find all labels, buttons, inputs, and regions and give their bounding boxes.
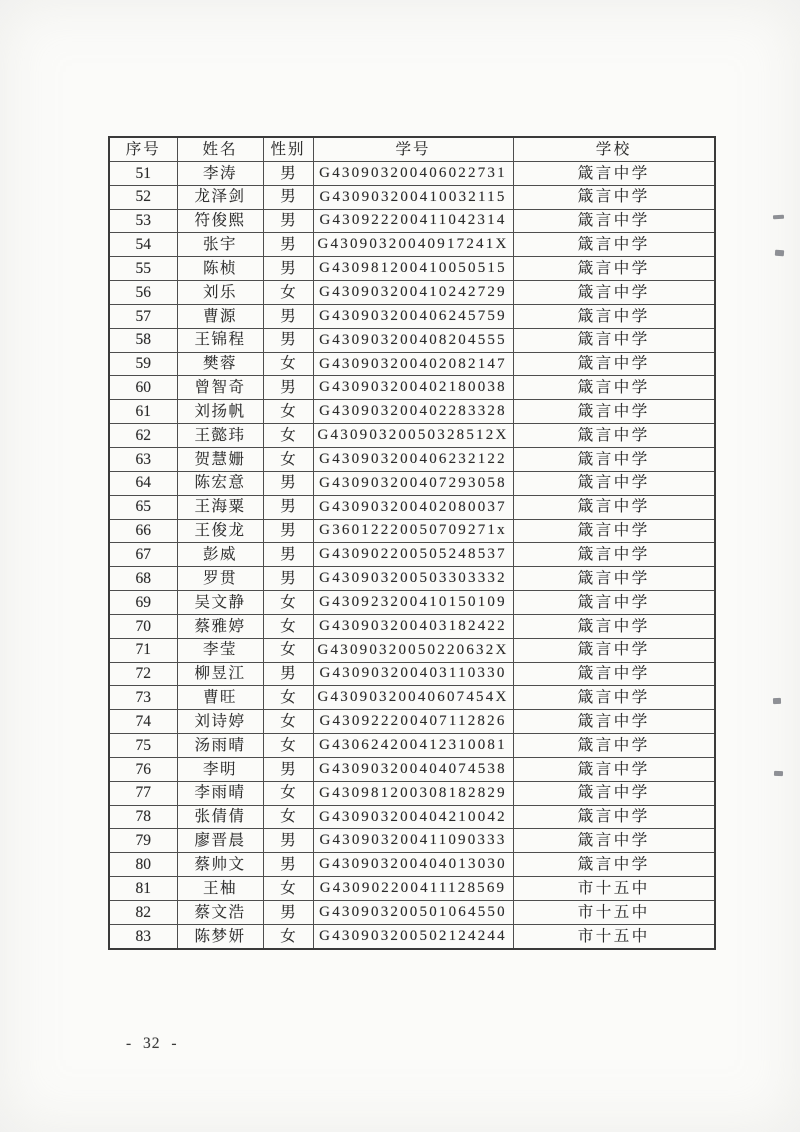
- cell-school: 箴言中学: [513, 161, 715, 185]
- cell-serial-number: 77: [109, 781, 177, 805]
- cell-school: 箴言中学: [513, 257, 715, 281]
- cell-school: 箴言中学: [513, 281, 715, 305]
- cell-gender: 男: [263, 495, 313, 519]
- cell-school: 市十五中: [513, 901, 715, 925]
- cell-student-id: G430903200501064550: [313, 901, 513, 925]
- table-row: [109, 447, 715, 471]
- cell-school: 箴言中学: [513, 829, 715, 853]
- table-row: [109, 614, 715, 638]
- cell-gender: 男: [263, 519, 313, 543]
- cell-gender: 女: [263, 734, 313, 758]
- header-gender: 性别: [263, 137, 313, 161]
- table-row: [109, 400, 715, 424]
- table-row: [109, 281, 715, 305]
- cell-student-id: G430903200402283328: [313, 400, 513, 424]
- scan-speck: [773, 698, 781, 704]
- cell-school: 箴言中学: [513, 805, 715, 829]
- table-row: [109, 686, 715, 710]
- cell-serial-number: 72: [109, 662, 177, 686]
- cell-school: 箴言中学: [513, 543, 715, 567]
- cell-student-id: G43090320050220632X: [313, 638, 513, 662]
- scan-speck: [774, 771, 783, 776]
- cell-student-id: G430903200408204555: [313, 328, 513, 352]
- cell-gender: 女: [263, 710, 313, 734]
- cell-student-id: G430903200411090333: [313, 829, 513, 853]
- scan-speck: [773, 215, 784, 220]
- cell-name: 刘诗婷: [177, 710, 263, 734]
- cell-gender: 女: [263, 424, 313, 448]
- cell-name: 贺慧姗: [177, 447, 263, 471]
- cell-serial-number: 59: [109, 352, 177, 376]
- cell-name: 陈桢: [177, 257, 263, 281]
- cell-school: 箴言中学: [513, 757, 715, 781]
- cell-school: 箴言中学: [513, 781, 715, 805]
- cell-name: 吴文静: [177, 591, 263, 615]
- cell-serial-number: 78: [109, 805, 177, 829]
- table-row: [109, 805, 715, 829]
- table-header-row: [109, 137, 715, 161]
- cell-student-id: G43090320040917241X: [313, 233, 513, 257]
- cell-gender: 女: [263, 638, 313, 662]
- cell-serial-number: 60: [109, 376, 177, 400]
- cell-serial-number: 67: [109, 543, 177, 567]
- cell-student-id: G430903200410032115: [313, 185, 513, 209]
- table-row: [109, 877, 715, 901]
- cell-serial-number: 75: [109, 734, 177, 758]
- cell-school: 市十五中: [513, 924, 715, 948]
- table-row: [109, 495, 715, 519]
- cell-name: 龙泽剑: [177, 185, 263, 209]
- cell-student-id: G430903200404013030: [313, 853, 513, 877]
- cell-student-id: G430903200402080037: [313, 495, 513, 519]
- table-row: [109, 757, 715, 781]
- cell-student-id: G430903200406232122: [313, 447, 513, 471]
- cell-school: 箴言中学: [513, 710, 715, 734]
- table-row: [109, 185, 715, 209]
- table-row: [109, 543, 715, 567]
- cell-serial-number: 57: [109, 304, 177, 328]
- cell-name: 陈宏意: [177, 471, 263, 495]
- cell-school: 箴言中学: [513, 567, 715, 591]
- cell-student-id: G430903200402082147: [313, 352, 513, 376]
- cell-school: 箴言中学: [513, 471, 715, 495]
- cell-serial-number: 79: [109, 829, 177, 853]
- cell-student-id: G43090320050328512X: [313, 424, 513, 448]
- table-row: [109, 853, 715, 877]
- cell-name: 王海粟: [177, 495, 263, 519]
- cell-school: 箴言中学: [513, 638, 715, 662]
- cell-serial-number: 69: [109, 591, 177, 615]
- cell-name: 李莹: [177, 638, 263, 662]
- cell-gender: 男: [263, 901, 313, 925]
- cell-school: 箴言中学: [513, 853, 715, 877]
- table-row: [109, 209, 715, 233]
- cell-gender: 男: [263, 829, 313, 853]
- table-row: [109, 710, 715, 734]
- cell-student-id: G430903200403110330: [313, 662, 513, 686]
- cell-serial-number: 83: [109, 924, 177, 948]
- table-row: [109, 567, 715, 591]
- table-body: [109, 161, 715, 948]
- cell-name: 蔡帅文: [177, 853, 263, 877]
- cell-serial-number: 62: [109, 424, 177, 448]
- cell-gender: 女: [263, 400, 313, 424]
- cell-school: 箴言中学: [513, 686, 715, 710]
- cell-serial-number: 76: [109, 757, 177, 781]
- table-row: [109, 376, 715, 400]
- cell-gender: 男: [263, 185, 313, 209]
- cell-serial-number: 55: [109, 257, 177, 281]
- cell-student-id: G430903200502124244: [313, 924, 513, 948]
- table-row: [109, 591, 715, 615]
- cell-student-id: G430922200407112826: [313, 710, 513, 734]
- table-row: [109, 734, 715, 758]
- cell-student-id: G430903200406022731: [313, 161, 513, 185]
- cell-student-id: G430903200407293058: [313, 471, 513, 495]
- cell-gender: 女: [263, 686, 313, 710]
- table-row: [109, 257, 715, 281]
- cell-school: 箴言中学: [513, 376, 715, 400]
- header-serial-number: 序号: [109, 137, 177, 161]
- cell-student-id: G430981200308182829: [313, 781, 513, 805]
- cell-student-id: G36012220050709271x: [313, 519, 513, 543]
- cell-student-id: G430902200411128569: [313, 877, 513, 901]
- cell-serial-number: 52: [109, 185, 177, 209]
- cell-school: 箴言中学: [513, 185, 715, 209]
- cell-student-id: G430903200406245759: [313, 304, 513, 328]
- cell-serial-number: 68: [109, 567, 177, 591]
- table-row: [109, 161, 715, 185]
- cell-name: 张宇: [177, 233, 263, 257]
- cell-name: 王懿玮: [177, 424, 263, 448]
- cell-school: 箴言中学: [513, 447, 715, 471]
- cell-serial-number: 51: [109, 161, 177, 185]
- cell-gender: 女: [263, 924, 313, 948]
- cell-gender: 男: [263, 161, 313, 185]
- cell-gender: 男: [263, 543, 313, 567]
- cell-student-id: G43090320040607454X: [313, 686, 513, 710]
- cell-name: 曾智奇: [177, 376, 263, 400]
- cell-name: 罗贯: [177, 567, 263, 591]
- cell-serial-number: 53: [109, 209, 177, 233]
- cell-school: 箴言中学: [513, 662, 715, 686]
- cell-school: 箴言中学: [513, 591, 715, 615]
- cell-gender: 女: [263, 352, 313, 376]
- cell-gender: 女: [263, 281, 313, 305]
- table-row: [109, 304, 715, 328]
- cell-gender: 女: [263, 781, 313, 805]
- cell-serial-number: 54: [109, 233, 177, 257]
- cell-gender: 男: [263, 233, 313, 257]
- cell-name: 彭威: [177, 543, 263, 567]
- table-row: [109, 328, 715, 352]
- cell-name: 符俊熙: [177, 209, 263, 233]
- cell-student-id: G430624200412310081: [313, 734, 513, 758]
- cell-student-id: G430903200410242729: [313, 281, 513, 305]
- cell-school: 箴言中学: [513, 519, 715, 543]
- cell-serial-number: 63: [109, 447, 177, 471]
- cell-name: 廖晋晨: [177, 829, 263, 853]
- cell-student-id: G430902200505248537: [313, 543, 513, 567]
- cell-student-id: G430922200411042314: [313, 209, 513, 233]
- table-row: [109, 519, 715, 543]
- cell-gender: 女: [263, 447, 313, 471]
- scan-speck: [775, 250, 784, 257]
- table-row: [109, 424, 715, 448]
- page-number: - 32 -: [126, 1035, 178, 1052]
- cell-school: 箴言中学: [513, 233, 715, 257]
- cell-school: 箴言中学: [513, 614, 715, 638]
- cell-serial-number: 58: [109, 328, 177, 352]
- cell-name: 蔡文浩: [177, 901, 263, 925]
- cell-school: 箴言中学: [513, 424, 715, 448]
- cell-student-id: G430903200404074538: [313, 757, 513, 781]
- cell-student-id: G430903200503303332: [313, 567, 513, 591]
- cell-gender: 男: [263, 662, 313, 686]
- cell-name: 李涛: [177, 161, 263, 185]
- cell-serial-number: 80: [109, 853, 177, 877]
- cell-serial-number: 82: [109, 901, 177, 925]
- cell-school: 箴言中学: [513, 352, 715, 376]
- cell-name: 刘乐: [177, 281, 263, 305]
- table-row: [109, 829, 715, 853]
- cell-gender: 女: [263, 877, 313, 901]
- cell-serial-number: 65: [109, 495, 177, 519]
- cell-name: 樊蓉: [177, 352, 263, 376]
- cell-gender: 男: [263, 853, 313, 877]
- cell-gender: 女: [263, 805, 313, 829]
- table-row: [109, 233, 715, 257]
- cell-serial-number: 64: [109, 471, 177, 495]
- cell-school: 箴言中学: [513, 304, 715, 328]
- cell-name: 李明: [177, 757, 263, 781]
- cell-gender: 男: [263, 376, 313, 400]
- cell-name: 曹源: [177, 304, 263, 328]
- cell-name: 曹旺: [177, 686, 263, 710]
- table-row: [109, 638, 715, 662]
- cell-serial-number: 61: [109, 400, 177, 424]
- table-row: [109, 924, 715, 948]
- cell-name: 汤雨晴: [177, 734, 263, 758]
- cell-gender: 女: [263, 591, 313, 615]
- cell-serial-number: 70: [109, 614, 177, 638]
- header-student-id: 学号: [313, 137, 513, 161]
- cell-gender: 男: [263, 757, 313, 781]
- cell-name: 王柚: [177, 877, 263, 901]
- cell-serial-number: 74: [109, 710, 177, 734]
- cell-serial-number: 66: [109, 519, 177, 543]
- cell-name: 刘扬帆: [177, 400, 263, 424]
- cell-gender: 女: [263, 614, 313, 638]
- cell-name: 柳昱江: [177, 662, 263, 686]
- table-row: [109, 471, 715, 495]
- cell-student-id: G430903200403182422: [313, 614, 513, 638]
- cell-school: 箴言中学: [513, 328, 715, 352]
- table-row: [109, 352, 715, 376]
- cell-gender: 男: [263, 209, 313, 233]
- cell-name: 王俊龙: [177, 519, 263, 543]
- cell-gender: 男: [263, 471, 313, 495]
- cell-student-id: G430903200402180038: [313, 376, 513, 400]
- cell-name: 蔡雅婷: [177, 614, 263, 638]
- table-row: [109, 901, 715, 925]
- cell-school: 箴言中学: [513, 209, 715, 233]
- cell-gender: 男: [263, 257, 313, 281]
- cell-serial-number: 81: [109, 877, 177, 901]
- cell-school: 箴言中学: [513, 495, 715, 519]
- cell-name: 陈梦妍: [177, 924, 263, 948]
- student-roster-table: [108, 136, 716, 950]
- cell-school: 市十五中: [513, 877, 715, 901]
- cell-serial-number: 73: [109, 686, 177, 710]
- cell-student-id: G430923200410150109: [313, 591, 513, 615]
- cell-gender: 男: [263, 304, 313, 328]
- cell-name: 李雨晴: [177, 781, 263, 805]
- table-row: [109, 662, 715, 686]
- cell-name: 张倩倩: [177, 805, 263, 829]
- header-school: 学校: [513, 137, 715, 161]
- cell-student-id: G430981200410050515: [313, 257, 513, 281]
- cell-serial-number: 71: [109, 638, 177, 662]
- cell-student-id: G430903200404210042: [313, 805, 513, 829]
- table-row: [109, 781, 715, 805]
- cell-gender: 男: [263, 328, 313, 352]
- cell-name: 王锦程: [177, 328, 263, 352]
- cell-serial-number: 56: [109, 281, 177, 305]
- cell-school: 箴言中学: [513, 400, 715, 424]
- cell-gender: 男: [263, 567, 313, 591]
- header-name: 姓名: [177, 137, 263, 161]
- cell-school: 箴言中学: [513, 734, 715, 758]
